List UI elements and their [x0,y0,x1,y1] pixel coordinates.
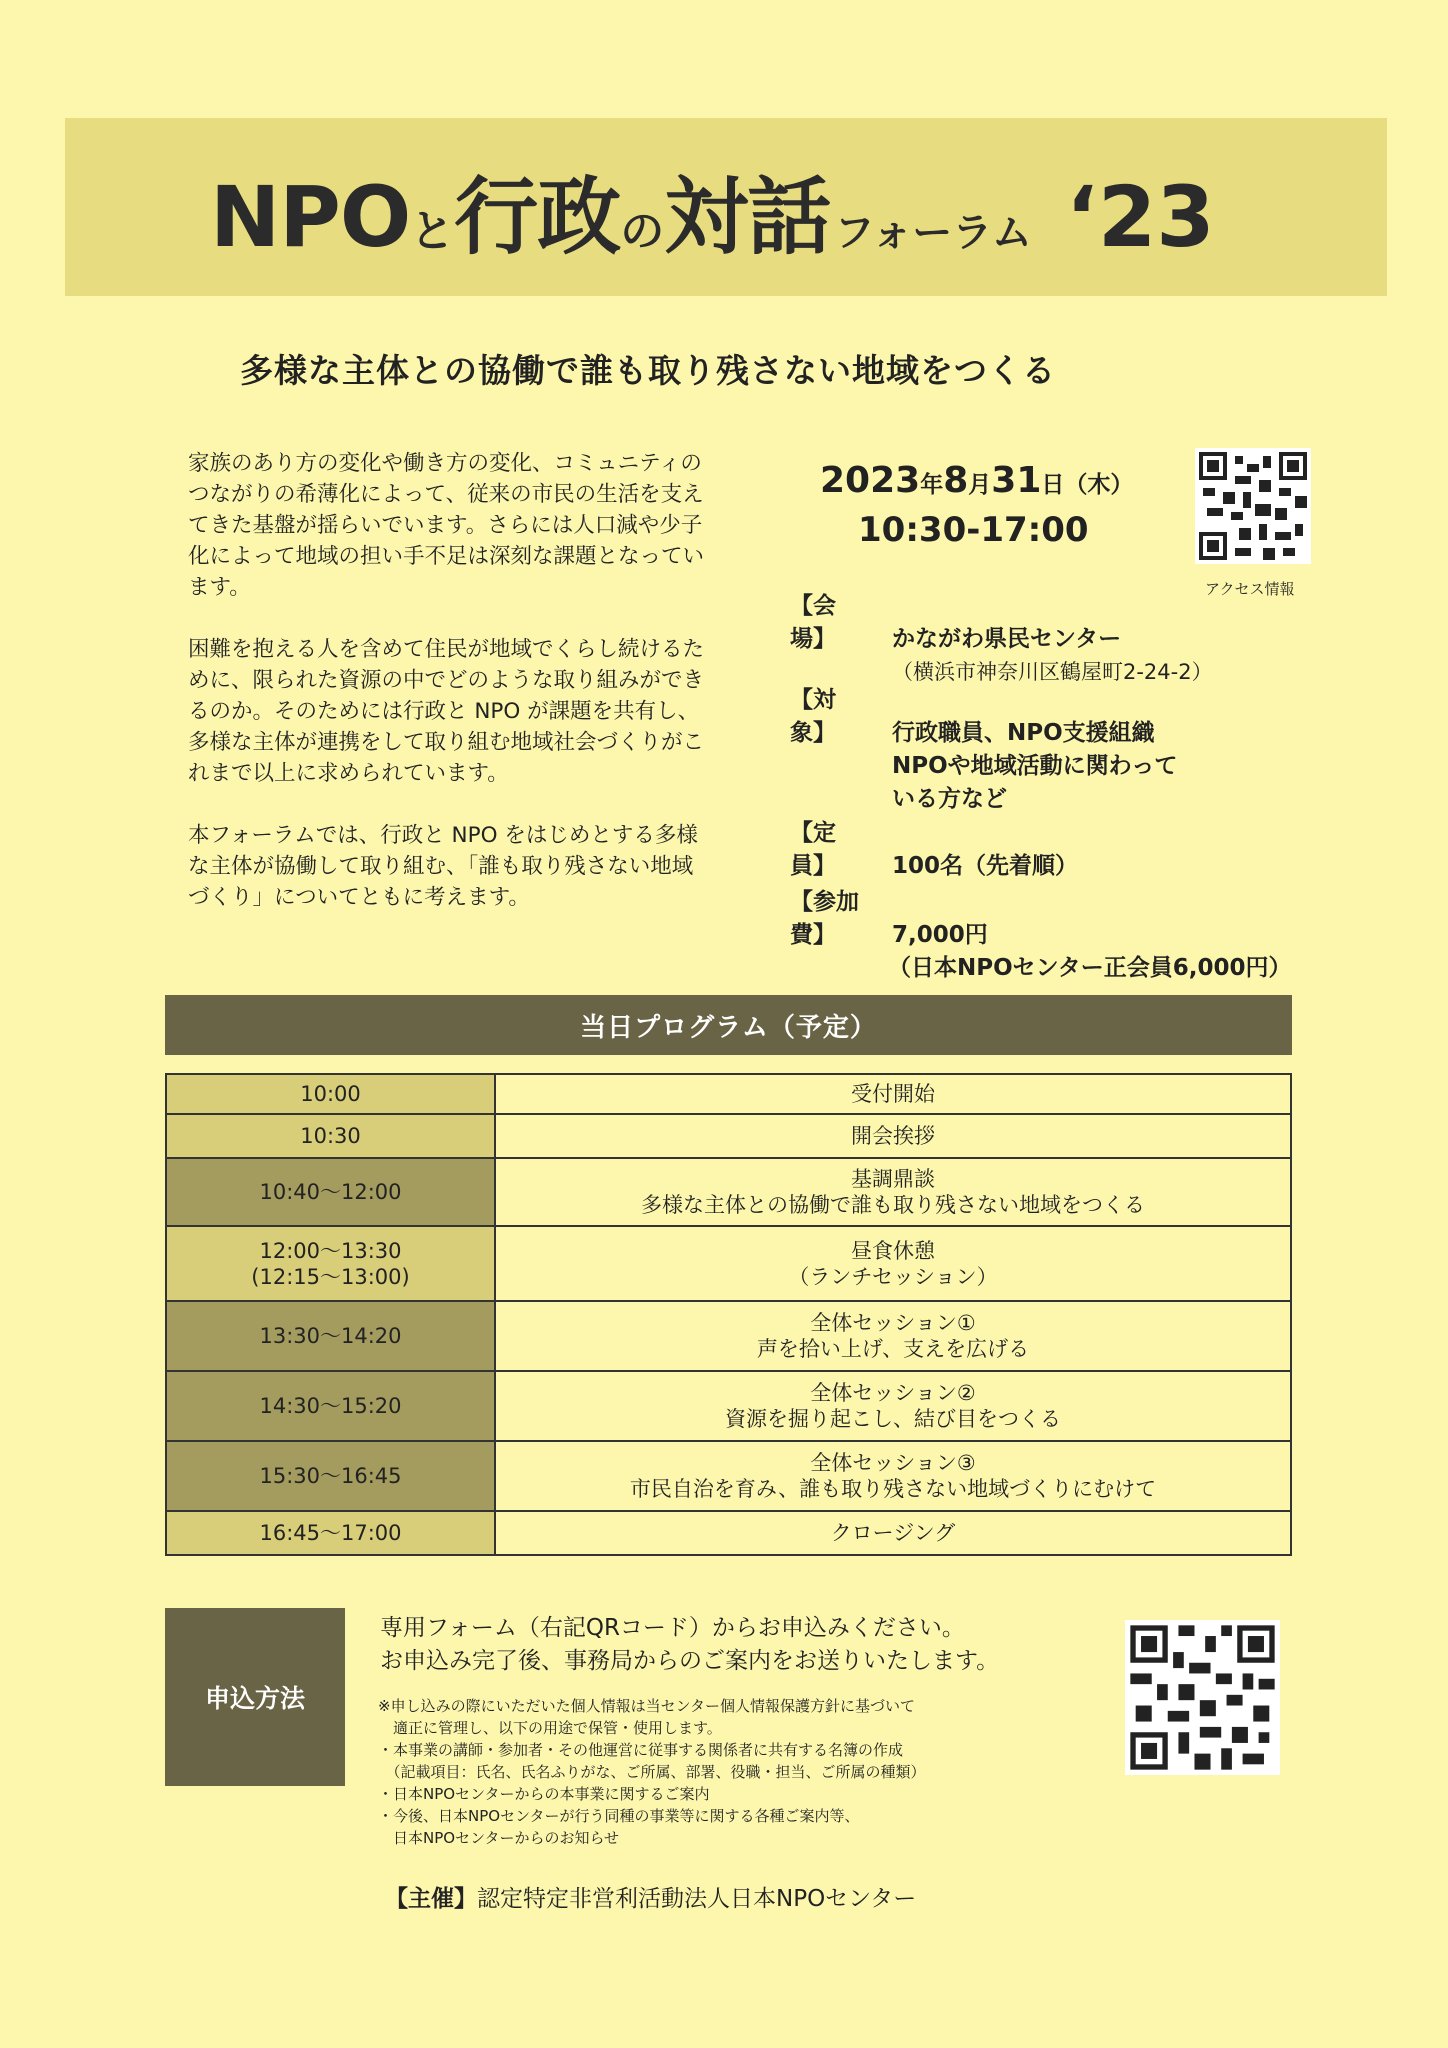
note-line: ・日本NPOセンターからの本事業に関するご案内 [378,1785,710,1803]
capacity-info [790,817,1078,883]
organizer [385,1880,916,1913]
program-time: 10:30 [166,1114,495,1158]
capacity-label: 【定 員】 [790,820,859,879]
date-month: 8 [943,460,969,501]
title-to: と [410,206,455,257]
program-time: 14:30～15:20 [166,1371,495,1441]
date-day-unit: 日 [1041,472,1065,498]
table-row [166,1301,1291,1371]
program-table [165,1073,1292,1556]
organizer-label: 【主催】 [385,1886,477,1912]
program-time: 10:40～12:00 [166,1158,495,1226]
fee-value: 7,000円 [892,922,988,948]
note-line: ・本事業の講師・参加者・その他運営に従事する関係者に共有する名簿の作成 [378,1741,904,1759]
note-line: 適正に管理し、以下の用途で保管・使用します。 [378,1719,722,1737]
event-time: 10:30-17:00 [858,510,1089,550]
title-taiwa: 対話 [664,168,831,266]
program-content: 全体セッション① 声を拾い上げ、支えを広げる [495,1301,1291,1371]
qr-caption: アクセス情報 [1205,580,1295,598]
intro-paragraph: 本フォーラムでは、行政と NPO をはじめとする多様な主体が協働して取り組む、「誰も取り残さない地域づくり」についてともに考えます。 [188,823,698,910]
subtitle: 多様な主体との協働で誰も取り残さない地域をつくる [240,351,1056,390]
intro-paragraph: 家族のあり方の変化や働き方の変化、コミュニティのつながりの希薄化によって、従来の市民の生活を支えてきた基盤が揺らいでいます。さらには人口減や少子化によって地域の担い手不足は深刻な課題となっています。 [188,451,705,600]
target-line: NPOや地域活動に関わって [892,753,1178,779]
program-time: 13:30～14:20 [166,1301,495,1371]
intro-paragraph: 困難を抱える人を含めて住民が地域でくらし続けるために、限られた資源の中でどのような取り組みができるのか。そのためには行政と NPO が課題を共有し、多様な主体が連携をして取り組む地域社会づくりがこれまで以上に求められています。 [188,637,705,786]
note-line: ※申し込みの際にいただいた個人情報は当センター個人情報保護方針に基づいて [378,1697,915,1715]
organizer-name: 認定特定非営利活動法人日本NPOセンター [477,1886,917,1912]
program-content: 受付開始 [495,1074,1291,1114]
table-row [166,1158,1291,1226]
target-line: 行政職員、NPO支援組織 [892,720,1155,746]
target-label: 【対 象】 [790,687,859,746]
note-line: ・今後、日本NPOセンターが行う同種の事業等に関する各種ご案内等、 [378,1807,860,1825]
date-day: 31 [991,460,1042,501]
table-row [166,1441,1291,1511]
title-no: の [620,206,665,257]
table-row [166,1074,1291,1114]
title-forum: フォーラム [834,210,1032,256]
fee-label: 【参加費】 [790,889,859,948]
program-content: 開会挨拶 [495,1114,1291,1158]
apply-line: お申込み完了後、事務局からのご案内をお送りいたします。 [380,1648,1000,1674]
event-date [820,460,1133,501]
table-row [166,1371,1291,1441]
table-row [166,1511,1291,1555]
fee-info [790,886,1292,985]
privacy-notes [378,1695,926,1849]
title-npo: NPO [210,168,411,266]
note-line: 日本NPOセンターからのお知らせ [378,1829,620,1847]
table-row [166,1114,1291,1158]
program-content: クロージング [495,1511,1291,1555]
venue-info [790,590,1213,689]
title-gyosei: 行政 [454,168,621,266]
date-year: 2023 [820,460,921,501]
apply-instructions [380,1612,999,1678]
venue-name: かながわ県民センター [892,626,1122,652]
target-info [790,684,1177,816]
intro-text [188,448,708,944]
venue-address: （横浜市神奈川区鶴屋町2-24-2） [892,660,1213,684]
apply-label: 申込方法 [165,1608,345,1786]
program-time: 16:45～17:00 [166,1511,495,1555]
date-year-unit: 年 [920,472,944,498]
page-title [210,150,1215,266]
title-year: ‘23 [1065,168,1215,266]
program-time: 15:30～16:45 [166,1441,495,1511]
program-content: 全体セッション② 資源を掘り起こし、結び目をつくる [495,1371,1291,1441]
program-content: 基調鼎談 多様な主体との協働で誰も取り残さない地域をつくる [495,1158,1291,1226]
application-qr-code-icon[interactable] [1125,1620,1280,1775]
capacity-value: 100名（先着順） [892,853,1079,879]
date-month-unit: 月 [968,472,992,498]
program-content: 全体セッション③ 市民自治を育み、誰も取り残さない地域づくりにむけて [495,1441,1291,1511]
program-time: 12:00～13:30 (12:15～13:00) [166,1226,495,1301]
date-weekday: （木） [1064,472,1134,498]
note-line: （記載項目：氏名、氏名ふりがな、ご所属、部署、役職・担当、ご所属の種類） [378,1763,926,1781]
fee-member: （日本NPOセンター正会員6,000円） [888,955,1292,981]
apply-line: 専用フォーム（右記QRコード）からお申込みください。 [380,1615,965,1641]
program-header: 当日プログラム（予定） [165,995,1292,1055]
table-row [166,1226,1291,1301]
program-content: 昼食休憩 （ランチセッション） [495,1226,1291,1301]
venue-label: 【会 場】 [790,593,859,652]
target-line: いる方など [892,786,1007,812]
access-qr-code-icon[interactable] [1195,448,1311,564]
program-time: 10:00 [166,1074,495,1114]
